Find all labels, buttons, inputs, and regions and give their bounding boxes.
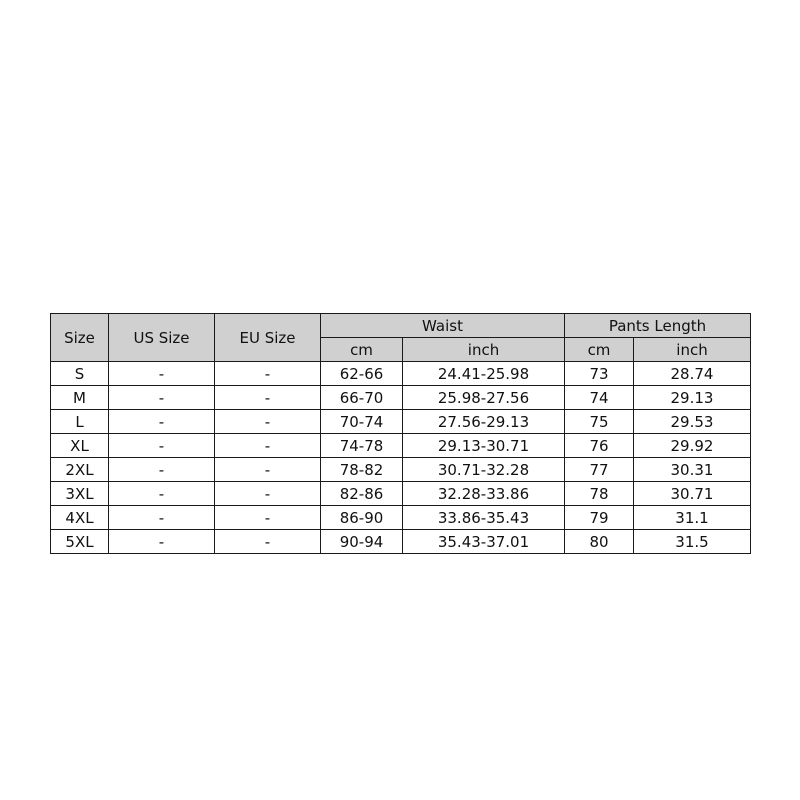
cell-size: 5XL	[51, 530, 109, 554]
cell-length-cm: 77	[565, 458, 634, 482]
cell-us-size: -	[109, 434, 215, 458]
cell-waist-cm: 62-66	[321, 362, 403, 386]
cell-eu-size: -	[215, 386, 321, 410]
cell-length-cm: 75	[565, 410, 634, 434]
header-us-size: US Size	[109, 314, 215, 362]
cell-eu-size: -	[215, 434, 321, 458]
cell-size: 3XL	[51, 482, 109, 506]
cell-eu-size: -	[215, 458, 321, 482]
cell-length-inch: 30.71	[634, 482, 751, 506]
cell-length-inch: 29.92	[634, 434, 751, 458]
header-row-top	[51, 314, 751, 338]
header-eu-size: EU Size	[215, 314, 321, 362]
table-row	[51, 410, 751, 434]
table-body	[51, 362, 751, 554]
cell-size: 4XL	[51, 506, 109, 530]
table-row	[51, 362, 751, 386]
cell-us-size: -	[109, 362, 215, 386]
header-waist-inch: inch	[403, 338, 565, 362]
cell-eu-size: -	[215, 530, 321, 554]
cell-length-inch: 29.13	[634, 386, 751, 410]
table-row	[51, 530, 751, 554]
cell-us-size: -	[109, 410, 215, 434]
cell-waist-inch: 24.41-25.98	[403, 362, 565, 386]
cell-waist-inch: 30.71-32.28	[403, 458, 565, 482]
cell-size: XL	[51, 434, 109, 458]
cell-waist-inch: 29.13-30.71	[403, 434, 565, 458]
header-size: Size	[51, 314, 109, 362]
size-chart-table	[50, 313, 751, 554]
table-row	[51, 506, 751, 530]
cell-length-inch: 31.1	[634, 506, 751, 530]
cell-waist-inch: 27.56-29.13	[403, 410, 565, 434]
table-header	[51, 314, 751, 362]
table-row	[51, 434, 751, 458]
cell-waist-inch: 35.43-37.01	[403, 530, 565, 554]
cell-size: S	[51, 362, 109, 386]
cell-waist-inch: 32.28-33.86	[403, 482, 565, 506]
cell-waist-cm: 70-74	[321, 410, 403, 434]
cell-length-cm: 80	[565, 530, 634, 554]
header-length-inch: inch	[634, 338, 751, 362]
cell-size: M	[51, 386, 109, 410]
cell-eu-size: -	[215, 506, 321, 530]
cell-length-cm: 74	[565, 386, 634, 410]
cell-us-size: -	[109, 530, 215, 554]
cell-length-cm: 79	[565, 506, 634, 530]
header-length-cm: cm	[565, 338, 634, 362]
cell-length-inch: 28.74	[634, 362, 751, 386]
cell-size: L	[51, 410, 109, 434]
cell-waist-cm: 82-86	[321, 482, 403, 506]
cell-waist-inch: 25.98-27.56	[403, 386, 565, 410]
cell-waist-inch: 33.86-35.43	[403, 506, 565, 530]
cell-us-size: -	[109, 458, 215, 482]
header-pants-length: Pants Length	[565, 314, 751, 338]
header-waist-cm: cm	[321, 338, 403, 362]
cell-length-inch: 31.5	[634, 530, 751, 554]
cell-eu-size: -	[215, 482, 321, 506]
cell-waist-cm: 74-78	[321, 434, 403, 458]
cell-length-cm: 73	[565, 362, 634, 386]
cell-us-size: -	[109, 386, 215, 410]
cell-length-inch: 29.53	[634, 410, 751, 434]
cell-length-cm: 76	[565, 434, 634, 458]
cell-waist-cm: 86-90	[321, 506, 403, 530]
cell-waist-cm: 90-94	[321, 530, 403, 554]
cell-waist-cm: 78-82	[321, 458, 403, 482]
cell-length-cm: 78	[565, 482, 634, 506]
cell-us-size: -	[109, 506, 215, 530]
table-row	[51, 386, 751, 410]
cell-size: 2XL	[51, 458, 109, 482]
cell-us-size: -	[109, 482, 215, 506]
table-row	[51, 458, 751, 482]
table-row	[51, 482, 751, 506]
cell-eu-size: -	[215, 362, 321, 386]
cell-length-inch: 30.31	[634, 458, 751, 482]
cell-waist-cm: 66-70	[321, 386, 403, 410]
cell-eu-size: -	[215, 410, 321, 434]
header-waist: Waist	[321, 314, 565, 338]
